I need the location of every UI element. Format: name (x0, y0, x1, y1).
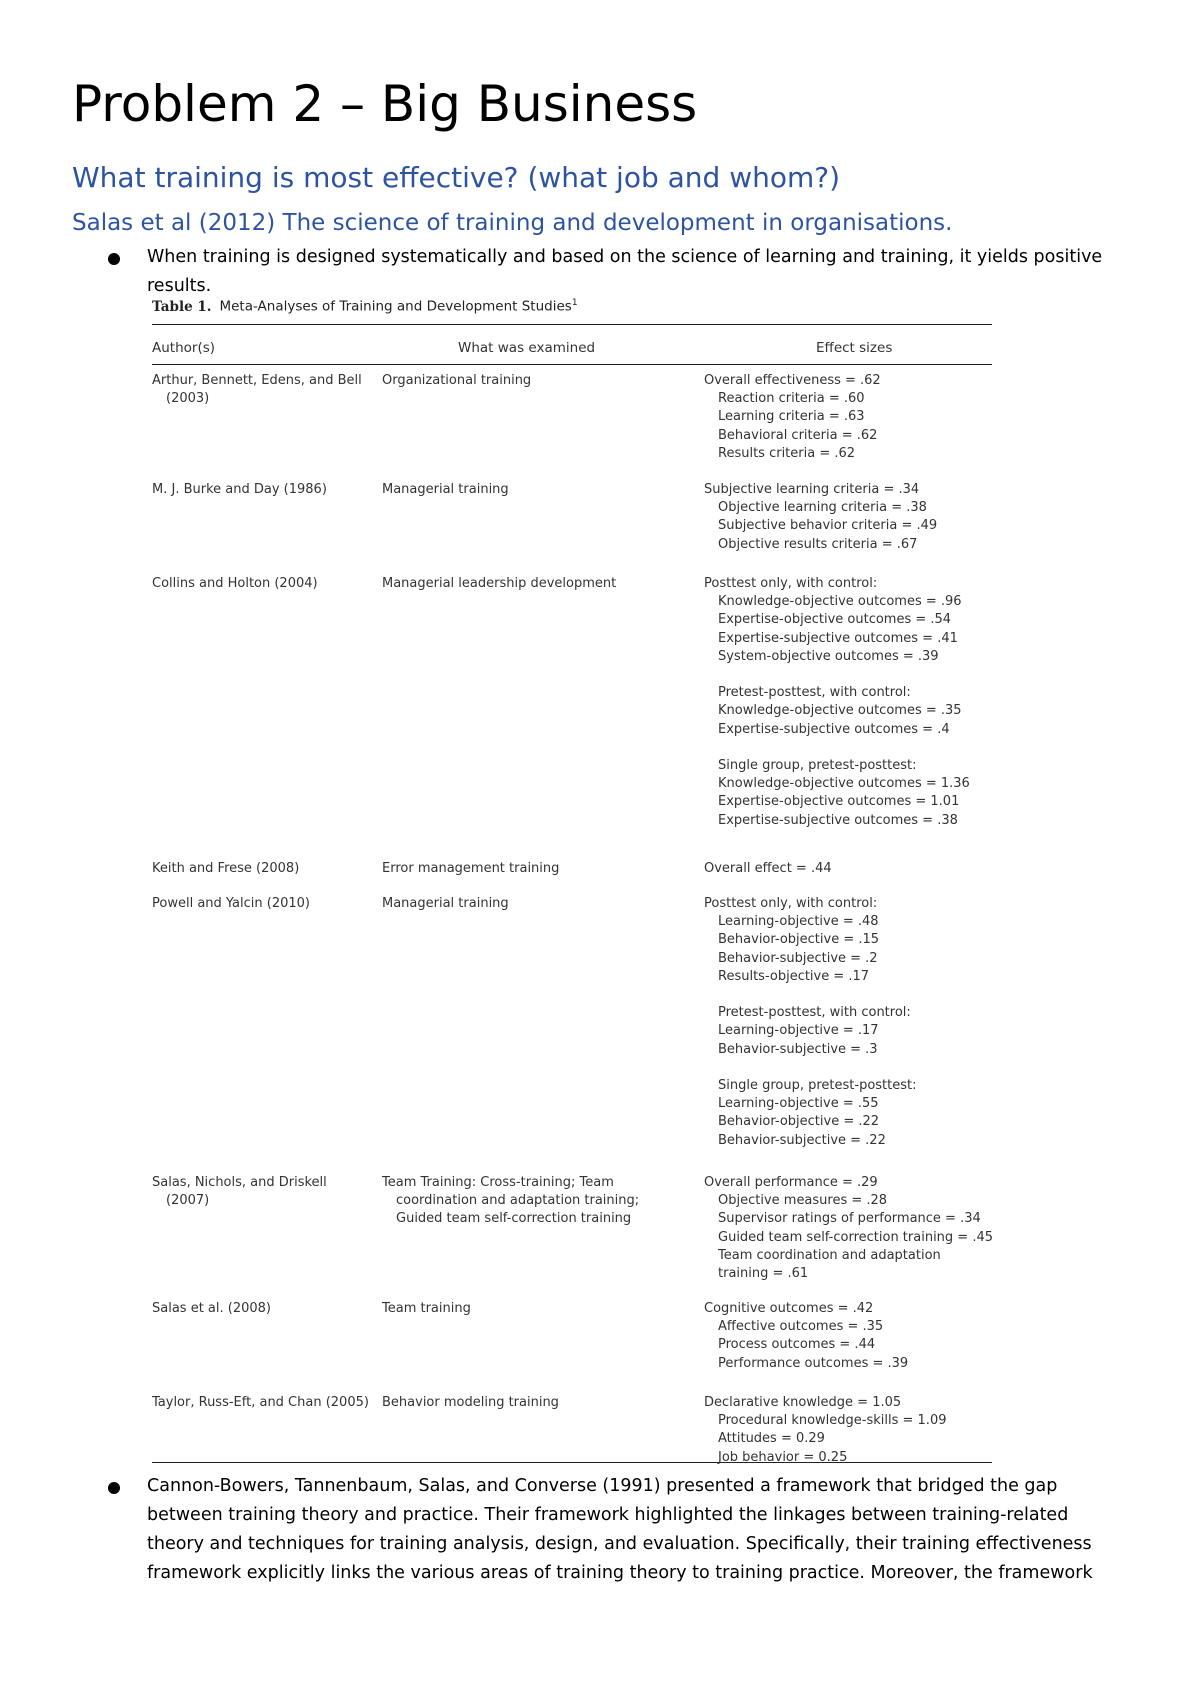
table-cell-examined (382, 575, 672, 593)
bullet-text: Cannon-Bowers, Tannenbaum, Salas, and Converse (1991) presented a framework that bridged the gap between training theory and practice. Their framework highlighted the linkages between training-related theory and techniques for training analysis, design, and evaluation. Specifically, their training effectiveness framework explicitly links the various areas of training theory to training practice. Moreover, the framework (147, 1476, 1093, 1583)
table-cell-examined (382, 481, 672, 499)
table-cell-author-text: Arthur, Bennett, Edens, and Bell (2003) (152, 373, 362, 407)
table-cell-author-text: M. J. Burke and Day (1986) (152, 482, 327, 497)
table-cell-author-text: Taylor, Russ-Eft, and Chan (2005) (152, 1395, 369, 1410)
table-bottom-rule (152, 1462, 992, 1463)
table-cell-examined-text: Organizational training (382, 373, 532, 388)
subsection-heading: Salas et al (2012) The science of training and development in organisations. (72, 210, 953, 236)
table-cell-examined-text: Managerial training (382, 896, 509, 911)
table-cell-author (152, 860, 372, 878)
table-cell-examined-text: Managerial leadership development (382, 576, 617, 591)
table-cell-effects-text: Overall effectiveness = .62 Reaction criteria = .60 Learning criteria = .63 Behavioral criteria = .62 Results criteria = .62 (704, 373, 881, 461)
table-cell-effects (704, 1394, 994, 1467)
bullet-text: When training is designed systematically and based on the science of learning and training, it yields positive results. (147, 247, 1103, 296)
table-cell-effects (704, 1174, 994, 1283)
table-cell-effects-text: Subjective learning criteria = .34 Objective learning criteria = .38 Subjective behavior criteria = .49 Objective results criteria = .67 (704, 482, 938, 552)
table-cell-effects (704, 1300, 994, 1373)
table-cell-examined (382, 1300, 672, 1318)
table-cell-author (152, 1394, 372, 1412)
table-header-examined: What was examined (458, 340, 596, 356)
table-header-rule (152, 364, 992, 365)
table-cell-effects (704, 372, 994, 463)
table-cell-examined (382, 860, 672, 878)
table-cell-author-text: Collins and Holton (2004) (152, 576, 318, 591)
page-title: Problem 2 – Big Business (72, 75, 698, 133)
table-cell-examined-text: Team Training: Cross-training; Team coordination and adaptation training; Guided team self-correction training (382, 1175, 640, 1227)
table-cell-examined (382, 372, 672, 390)
table-cell-author (152, 575, 372, 593)
table-cell-effects-text: Declarative knowledge = 1.05 Procedural knowledge-skills = 1.09 Attitudes = 0.29 Job behavior = 0.25 (704, 1395, 947, 1465)
bullet-item (110, 243, 1130, 301)
bullet-icon (108, 1482, 120, 1494)
table-caption-note: 1 (571, 298, 578, 308)
table-cell-examined-text: Team training (382, 1301, 471, 1316)
table-header-effects: Effect sizes (816, 340, 893, 356)
table-cell-effects-text: Posttest only, with control: Learning-objective = .48 Behavior-objective = .15 Behavior-subjective = .2 Results-objective = .17 Pretest-posttest, with control: Learning-objective = .17 Behavior-subjective = .3 Single group, pretest-posttest: Learning-objective = .55 Behavior-objective = .22 Behavior-subjective = .22 (704, 896, 917, 1148)
table-cell-author (152, 895, 372, 913)
table-cell-effects-text: Overall performance = .29 Objective measures = .28 Supervisor ratings of performance = .34 Guided team self-correction training = .45 Team coordination and adaptation training = .61 (704, 1175, 994, 1282)
table-cell-author-text: Powell and Yalcin (2010) (152, 896, 310, 911)
table-cell-effects (704, 481, 994, 554)
table-cell-author (152, 1300, 372, 1318)
table-cell-effects-text: Cognitive outcomes = .42 Affective outcomes = .35 Process outcomes = .44 Performance outcomes = .39 (704, 1301, 909, 1371)
table-cell-author (152, 481, 372, 499)
bullet-icon (108, 253, 120, 265)
table-cell-examined-text: Managerial training (382, 482, 509, 497)
table-cell-effects (704, 895, 994, 1150)
bullet-item (110, 1472, 1130, 1588)
table-cell-examined (382, 895, 672, 913)
table-cell-author (152, 1174, 372, 1210)
table-cell-author-text: Keith and Frese (2008) (152, 861, 300, 876)
table-header-author: Author(s) (152, 340, 216, 356)
table-caption-text: Meta-Analyses of Training and Development Studies (219, 298, 572, 315)
table-cell-effects (704, 575, 994, 830)
table-cell-examined-text: Error management training (382, 861, 560, 876)
table-caption (152, 298, 578, 315)
table-cell-author-text: Salas et al. (2008) (152, 1301, 271, 1316)
table-cell-author-text: Salas, Nichols, and Driskell (2007) (152, 1175, 327, 1209)
section-heading: What training is most effective? (what job and whom?) (72, 161, 841, 194)
table-cell-examined (382, 1394, 672, 1412)
table-cell-author (152, 372, 372, 408)
table-top-rule (152, 324, 992, 325)
table-cell-effects-text: Overall effect = .44 (704, 861, 832, 876)
table-cell-examined (382, 1174, 672, 1229)
table-cell-examined-text: Behavior modeling training (382, 1395, 559, 1410)
table-label: Table 1. (152, 298, 212, 315)
table-cell-effects-text: Posttest only, with control: Knowledge-objective outcomes = .96 Expertise-objective outcomes = .54 Expertise-subjective outcomes = .41 System-objective outcomes = .39 Pretest-posttest, with control: Knowledge-objective outcomes = .35 Expertise-subjective outcomes = .4 Single group, pretest-posttest: Knowledge-objective outcomes = 1.36 Expertise-objective outcomes = 1.01 Expertise-subjective outcomes = .38 (704, 576, 970, 828)
table-cell-effects (704, 860, 994, 878)
